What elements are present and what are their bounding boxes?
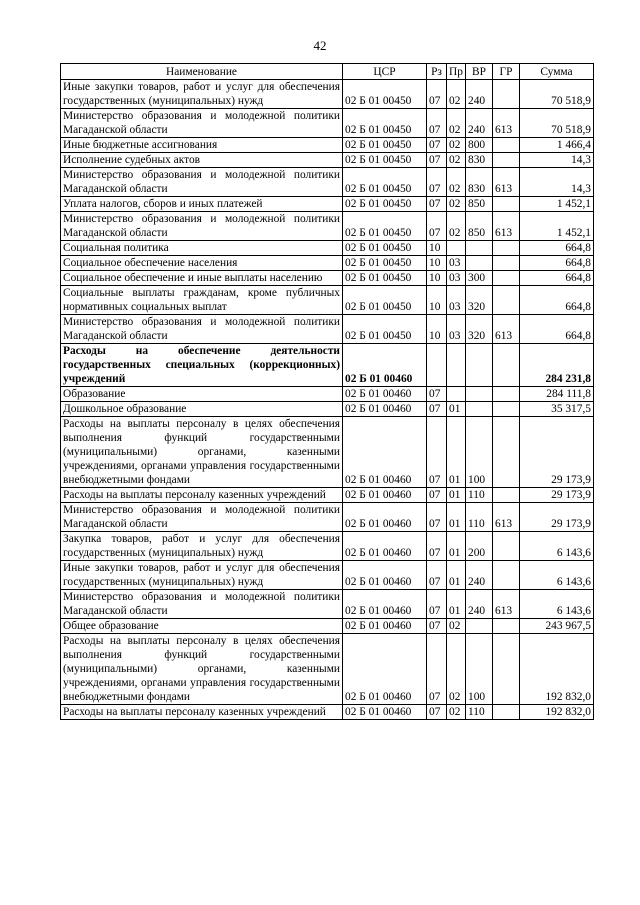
row-rz: 10 bbox=[427, 315, 447, 344]
row-vr bbox=[466, 344, 493, 387]
table-row bbox=[61, 634, 594, 705]
row-gr bbox=[493, 271, 520, 286]
row-gr bbox=[493, 488, 520, 503]
row-pr: 02 bbox=[447, 705, 466, 720]
row-csr: 02 Б 01 00460 bbox=[343, 705, 427, 720]
row-name: Расходы на обеспечение деятельности государственных специальных (коррекционных) учреждений bbox=[61, 344, 343, 387]
row-vr bbox=[466, 241, 493, 256]
row-csr: 02 Б 01 00450 bbox=[343, 256, 427, 271]
row-pr: 02 bbox=[447, 153, 466, 168]
row-pr: 02 bbox=[447, 197, 466, 212]
table-row bbox=[61, 256, 594, 271]
row-gr bbox=[493, 532, 520, 561]
row-pr: 01 bbox=[447, 561, 466, 590]
row-sum: 70 518,9 bbox=[520, 80, 594, 109]
page-number: 42 bbox=[313, 38, 327, 53]
row-csr: 02 Б 01 00460 bbox=[343, 619, 427, 634]
table-row bbox=[61, 212, 594, 241]
row-pr: 03 bbox=[447, 256, 466, 271]
row-vr bbox=[466, 387, 493, 402]
row-pr: 01 bbox=[447, 402, 466, 417]
row-rz: 10 bbox=[427, 286, 447, 315]
row-sum: 6 143,6 bbox=[520, 590, 594, 619]
row-vr: 110 bbox=[466, 705, 493, 720]
row-csr: 02 Б 01 00460 bbox=[343, 590, 427, 619]
row-sum: 14,3 bbox=[520, 168, 594, 197]
row-csr: 02 Б 01 00450 bbox=[343, 197, 427, 212]
row-csr: 02 Б 01 00450 bbox=[343, 286, 427, 315]
row-gr bbox=[493, 138, 520, 153]
row-rz: 07 bbox=[427, 488, 447, 503]
row-vr: 320 bbox=[466, 286, 493, 315]
table-row bbox=[61, 241, 594, 256]
table-row bbox=[61, 138, 594, 153]
row-pr: 01 bbox=[447, 488, 466, 503]
row-sum: 664,8 bbox=[520, 241, 594, 256]
row-sum: 1 452,1 bbox=[520, 197, 594, 212]
row-name: Министерство образования и молодежной политики Магаданской области bbox=[61, 168, 343, 197]
table-row bbox=[61, 80, 594, 109]
row-csr: 02 Б 01 00460 bbox=[343, 387, 427, 402]
table-row bbox=[61, 488, 594, 503]
table-row bbox=[61, 168, 594, 197]
header-rz: Рз bbox=[427, 64, 447, 80]
row-gr: 613 bbox=[493, 315, 520, 344]
row-csr: 02 Б 01 00450 bbox=[343, 138, 427, 153]
row-pr: 02 bbox=[447, 109, 466, 138]
row-rz: 07 bbox=[427, 619, 447, 634]
row-name: Иные закупки товаров, работ и услуг для обеспечения государственных (муниципальных) нужд bbox=[61, 561, 343, 590]
row-csr: 02 Б 01 00450 bbox=[343, 241, 427, 256]
row-name: Расходы на выплаты персоналу казенных учреждений bbox=[61, 705, 343, 720]
table-row bbox=[61, 315, 594, 344]
row-vr: 240 bbox=[466, 109, 493, 138]
row-rz: 10 bbox=[427, 256, 447, 271]
table-row bbox=[61, 344, 594, 387]
row-sum: 192 832,0 bbox=[520, 705, 594, 720]
row-pr: 02 bbox=[447, 619, 466, 634]
table-row bbox=[61, 286, 594, 315]
row-vr: 110 bbox=[466, 503, 493, 532]
row-vr: 200 bbox=[466, 532, 493, 561]
row-csr: 02 Б 01 00450 bbox=[343, 271, 427, 286]
row-gr bbox=[493, 619, 520, 634]
row-csr: 02 Б 01 00460 bbox=[343, 634, 427, 705]
row-name: Министерство образования и молодежной политики Магаданской области bbox=[61, 212, 343, 241]
row-rz: 07 bbox=[427, 561, 447, 590]
row-gr bbox=[493, 241, 520, 256]
row-vr: 110 bbox=[466, 488, 493, 503]
row-sum: 664,8 bbox=[520, 286, 594, 315]
row-sum: 29 173,9 bbox=[520, 488, 594, 503]
row-rz: 07 bbox=[427, 387, 447, 402]
row-sum: 192 832,0 bbox=[520, 634, 594, 705]
row-sum: 1 466,4 bbox=[520, 138, 594, 153]
row-name: Министерство образования и молодежной политики Магаданской области bbox=[61, 503, 343, 532]
row-pr: 02 bbox=[447, 168, 466, 197]
row-sum: 6 143,6 bbox=[520, 561, 594, 590]
row-name: Образование bbox=[61, 387, 343, 402]
row-gr: 613 bbox=[493, 212, 520, 241]
row-gr bbox=[493, 153, 520, 168]
row-vr: 850 bbox=[466, 212, 493, 241]
table-row bbox=[61, 619, 594, 634]
row-rz: 07 bbox=[427, 590, 447, 619]
row-sum: 35 317,5 bbox=[520, 402, 594, 417]
row-vr: 830 bbox=[466, 153, 493, 168]
table-row bbox=[61, 532, 594, 561]
row-pr: 01 bbox=[447, 503, 466, 532]
row-name: Закупка товаров, работ и услуг для обеспечения государственных (муниципальных) нужд bbox=[61, 532, 343, 561]
row-name: Министерство образования и молодежной политики Магаданской области bbox=[61, 315, 343, 344]
row-rz: 07 bbox=[427, 705, 447, 720]
row-pr bbox=[447, 241, 466, 256]
table-row bbox=[61, 503, 594, 532]
row-sum: 29 173,9 bbox=[520, 417, 594, 488]
table-row bbox=[61, 402, 594, 417]
row-sum: 14,3 bbox=[520, 153, 594, 168]
row-csr: 02 Б 01 00460 bbox=[343, 344, 427, 387]
row-vr: 100 bbox=[466, 417, 493, 488]
row-name: Социальное обеспечение населения bbox=[61, 256, 343, 271]
table-row bbox=[61, 109, 594, 138]
row-name: Иные бюджетные ассигнования bbox=[61, 138, 343, 153]
row-sum: 29 173,9 bbox=[520, 503, 594, 532]
row-rz: 07 bbox=[427, 168, 447, 197]
table-row bbox=[61, 590, 594, 619]
row-gr bbox=[493, 634, 520, 705]
table-row bbox=[61, 561, 594, 590]
row-csr: 02 Б 01 00450 bbox=[343, 80, 427, 109]
row-csr: 02 Б 01 00460 bbox=[343, 402, 427, 417]
row-name: Расходы на выплаты персоналу в целях обеспечения выполнения функций государственными (муниципальными) органами, казенными учреждениями, органами управления государственными внебюджетными фондами bbox=[61, 634, 343, 705]
row-pr: 02 bbox=[447, 634, 466, 705]
row-sum: 284 231,8 bbox=[520, 344, 594, 387]
row-vr: 320 bbox=[466, 315, 493, 344]
header-vr: ВР bbox=[466, 64, 493, 80]
row-vr bbox=[466, 402, 493, 417]
row-gr bbox=[493, 705, 520, 720]
row-vr: 300 bbox=[466, 271, 493, 286]
row-name: Расходы на выплаты персоналу в целях обеспечения выполнения функций государственными (муниципальными) органами, казенными учреждениями, органами управления государственными внебюджетными фондами bbox=[61, 417, 343, 488]
row-gr bbox=[493, 256, 520, 271]
table-row bbox=[61, 417, 594, 488]
row-name: Министерство образования и молодежной политики Магаданской области bbox=[61, 590, 343, 619]
row-name: Иные закупки товаров, работ и услуг для обеспечения государственных (муниципальных) нужд bbox=[61, 80, 343, 109]
row-rz: 07 bbox=[427, 109, 447, 138]
row-pr: 01 bbox=[447, 532, 466, 561]
row-name: Министерство образования и молодежной политики Магаданской области bbox=[61, 109, 343, 138]
row-name: Социальная политика bbox=[61, 241, 343, 256]
row-vr: 240 bbox=[466, 80, 493, 109]
row-sum: 6 143,6 bbox=[520, 532, 594, 561]
row-gr bbox=[493, 80, 520, 109]
row-csr: 02 Б 01 00450 bbox=[343, 212, 427, 241]
row-vr: 240 bbox=[466, 561, 493, 590]
row-rz: 10 bbox=[427, 241, 447, 256]
row-rz: 07 bbox=[427, 634, 447, 705]
row-name: Социальные выплаты гражданам, кроме публичных нормативных социальных выплат bbox=[61, 286, 343, 315]
row-vr: 240 bbox=[466, 590, 493, 619]
row-csr: 02 Б 01 00460 bbox=[343, 417, 427, 488]
budget-table bbox=[60, 63, 594, 720]
row-sum: 664,8 bbox=[520, 271, 594, 286]
row-pr: 01 bbox=[447, 590, 466, 619]
row-name: Социальное обеспечение и иные выплаты населению bbox=[61, 271, 343, 286]
row-csr: 02 Б 01 00460 bbox=[343, 532, 427, 561]
row-vr: 100 bbox=[466, 634, 493, 705]
row-gr bbox=[493, 417, 520, 488]
table-row bbox=[61, 271, 594, 286]
row-rz: 07 bbox=[427, 138, 447, 153]
table-row bbox=[61, 153, 594, 168]
row-vr bbox=[466, 619, 493, 634]
row-gr bbox=[493, 402, 520, 417]
row-pr: 02 bbox=[447, 80, 466, 109]
row-vr: 850 bbox=[466, 197, 493, 212]
row-gr: 613 bbox=[493, 168, 520, 197]
row-rz: 10 bbox=[427, 271, 447, 286]
row-pr bbox=[447, 344, 466, 387]
row-gr bbox=[493, 561, 520, 590]
row-csr: 02 Б 01 00460 bbox=[343, 561, 427, 590]
row-gr bbox=[493, 387, 520, 402]
row-rz: 07 bbox=[427, 197, 447, 212]
row-gr bbox=[493, 344, 520, 387]
row-rz: 07 bbox=[427, 417, 447, 488]
row-sum: 1 452,1 bbox=[520, 212, 594, 241]
row-name: Дошкольное образование bbox=[61, 402, 343, 417]
header-csr: ЦСР bbox=[343, 64, 427, 80]
header-gr: ГР bbox=[493, 64, 520, 80]
row-sum: 243 967,5 bbox=[520, 619, 594, 634]
header-sum: Сумма bbox=[520, 64, 594, 80]
row-pr: 02 bbox=[447, 212, 466, 241]
row-vr: 800 bbox=[466, 138, 493, 153]
row-gr: 613 bbox=[493, 109, 520, 138]
row-name: Расходы на выплаты персоналу казенных учреждений bbox=[61, 488, 343, 503]
row-rz: 07 bbox=[427, 153, 447, 168]
row-sum: 664,8 bbox=[520, 256, 594, 271]
row-rz: 07 bbox=[427, 212, 447, 241]
row-rz: 07 bbox=[427, 402, 447, 417]
header-name: Наименование bbox=[61, 64, 343, 80]
row-name: Общее образование bbox=[61, 619, 343, 634]
row-csr: 02 Б 01 00460 bbox=[343, 503, 427, 532]
row-gr: 613 bbox=[493, 503, 520, 532]
table-row bbox=[61, 387, 594, 402]
row-sum: 664,8 bbox=[520, 315, 594, 344]
row-name: Исполнение судебных актов bbox=[61, 153, 343, 168]
row-rz: 07 bbox=[427, 532, 447, 561]
row-csr: 02 Б 01 00460 bbox=[343, 488, 427, 503]
row-rz bbox=[427, 344, 447, 387]
row-gr bbox=[493, 197, 520, 212]
row-pr bbox=[447, 387, 466, 402]
row-name: Уплата налогов, сборов и иных платежей bbox=[61, 197, 343, 212]
row-pr: 03 bbox=[447, 271, 466, 286]
row-sum: 70 518,9 bbox=[520, 109, 594, 138]
row-vr: 830 bbox=[466, 168, 493, 197]
row-gr bbox=[493, 286, 520, 315]
row-csr: 02 Б 01 00450 bbox=[343, 168, 427, 197]
table-header-row bbox=[61, 64, 594, 80]
header-pr: Пр bbox=[447, 64, 466, 80]
row-pr: 02 bbox=[447, 138, 466, 153]
row-csr: 02 Б 01 00450 bbox=[343, 109, 427, 138]
row-pr: 01 bbox=[447, 417, 466, 488]
row-rz: 07 bbox=[427, 80, 447, 109]
row-rz: 07 bbox=[427, 503, 447, 532]
row-csr: 02 Б 01 00450 bbox=[343, 315, 427, 344]
row-pr: 03 bbox=[447, 315, 466, 344]
row-pr: 03 bbox=[447, 286, 466, 315]
row-gr: 613 bbox=[493, 590, 520, 619]
table-row bbox=[61, 705, 594, 720]
table-row bbox=[61, 197, 594, 212]
row-vr bbox=[466, 256, 493, 271]
row-sum: 284 111,8 bbox=[520, 387, 594, 402]
row-csr: 02 Б 01 00450 bbox=[343, 153, 427, 168]
